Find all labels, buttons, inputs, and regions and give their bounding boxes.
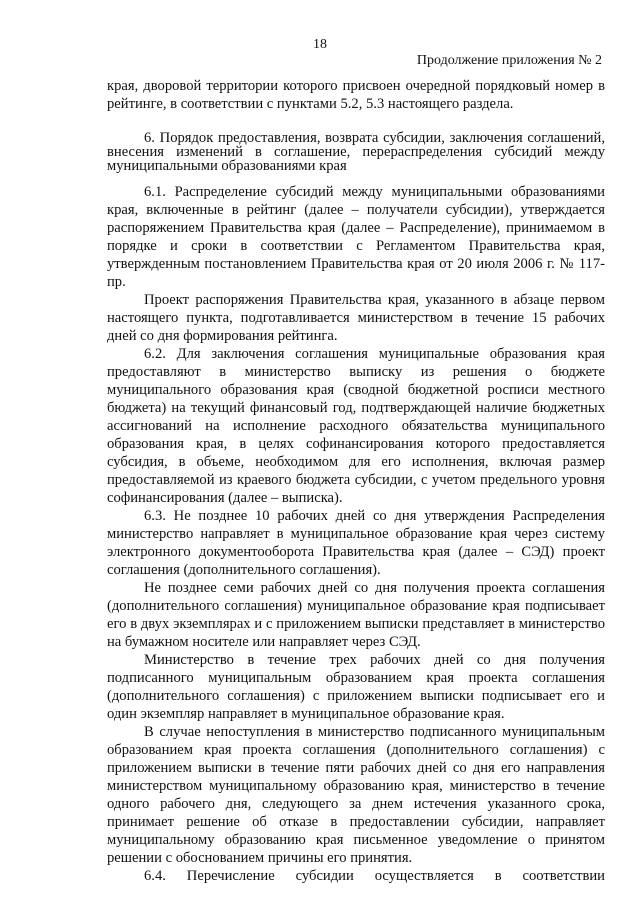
paragraph-6-3: 6.3. Не позднее 10 рабочих дней со дня утверждения Распределения министерство направляет в муниципальное образование края через систему электронного документооборота Правительства края (далее – СЭД) проект соглашения (дополнительного соглашения). [107,508,605,578]
document-body [107,77,605,885]
paragraph-6-4: 6.4. Перечисление субсидии осуществляется в соответствии [144,868,605,884]
page-number: 18 [313,37,327,52]
paragraph-6-1-draft: Проект распоряжения Правительства края, указанного в абзаце первом настоящего пункта, подготавливается министерством в течение 15 рабочих дней со дня формирования рейтинга. [107,292,605,344]
paragraph-6-3-refusal: В случае непоступления в министерство подписанного муниципальным образованием края проекта соглашения (дополнительного соглашения) с приложением выписки в течение пяти рабочих дней со дня его направления министерством муниципальному образованию края, министерство в течение одного рабочего дня, следующего за днем истечения указанного срока, принимает решение об отказе в предоставлении субсидии, направляет муниципальному образованию края письменное уведомление о принятом решении с обоснованием причины его принятия. [107,724,605,866]
paragraph-6-1: 6.1. Распределение субсидий между муниципальными образованиями края, включенные в рейтинг (далее – получатели субсидии), утверждается распоряжением Правительства края (далее – Распределение), принимаемом в порядке и сроки в соответствии с Регламентом Правительства края, утвержденным постановлением Правительства края от 20 июля 2006 г. № 117-пр. [107,184,605,290]
paragraph-6-2: 6.2. Для заключения соглашения муниципальные образования края предоставляют в министерство выписку из решения о бюджете муниципального образования края (сводной бюджетной росписи местного бюджета) на текущий финансовый год, подтверждающей наличие бюджетных ассигнований на исполнение расходного обязательства муниципального образования края, в целях софинансирования которого предоставляется субсидия, в объеме, необходимом для его исполнения, включая размер предоставляемой из краевого бюджета субсидии, с учетом предельного уровня софинансирования (далее – выписка). [107,346,605,506]
paragraph-6-3-signing: Не позднее семи рабочих дней со дня получения проекта соглашения (дополнительного соглашения) муниципальное образование края подписывает его в двух экземплярах и с приложением выписки представляет в министерство на бумажном носителе или направляет через СЭД. [107,580,605,650]
paragraph-continuation: края, дворовой территории которого присвоен очередной порядковый номер в рейтинге, в соответствии с пунктами 5.2, 5.3 настоящего раздела. [107,78,605,112]
section-heading-6: 6. Порядок предоставления, возврата субсидии, заключения соглашений, внесения изменений в соглашение, перераспределения субсидий между муниципальными образованиями края [107,130,605,174]
paragraph-6-3-ministry: Министерство в течение трех рабочих дней со дня получения подписанного муниципальным образованием края проекта соглашения (дополнительного соглашения) с приложением выписки подписывает его и один экземпляр направляет в муниципальное образование края. [107,652,605,722]
appendix-continuation-note: Продолжение приложения № 2 [416,53,602,68]
